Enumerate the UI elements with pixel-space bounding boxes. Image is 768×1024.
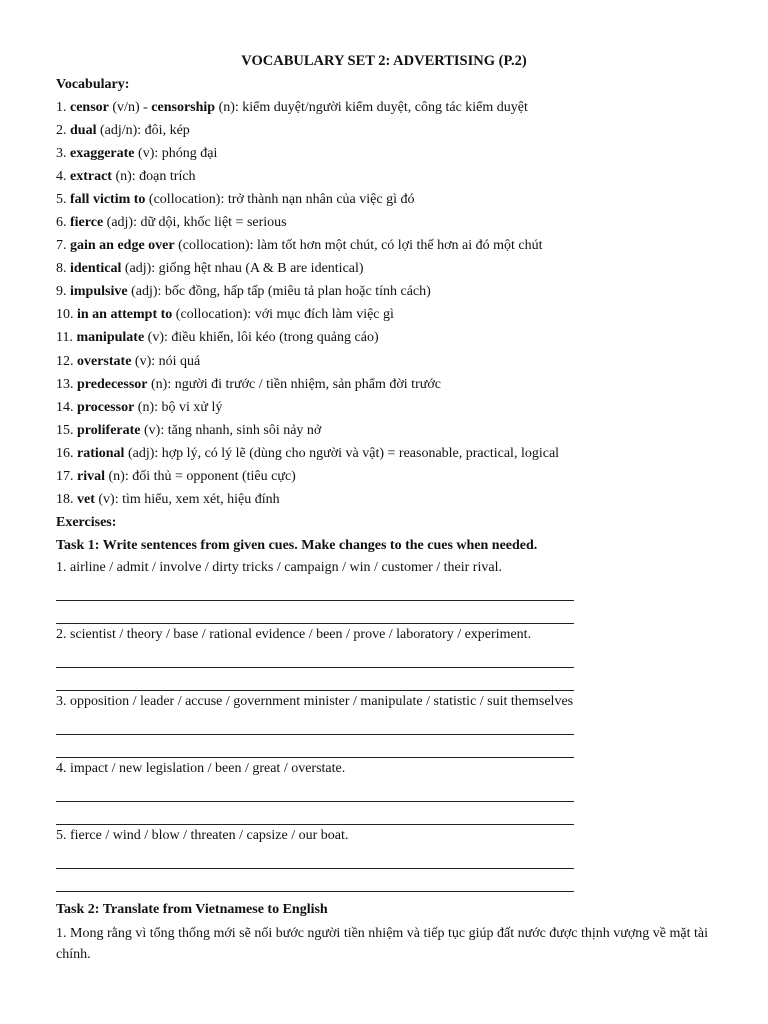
vocab-term: censor — [70, 100, 109, 115]
vocab-definition: (adj/n): đôi, kép — [96, 123, 190, 139]
vocab-definition: (adj): giống hệt nhau (A & B are identical) — [121, 261, 364, 277]
vocab-term: predecessor — [77, 376, 148, 392]
vocab-definition: (v): nói quá — [131, 353, 201, 369]
vocab-term: processor — [77, 399, 135, 415]
vocab-definition: (collocation): với mục đích làm việc gì — [172, 307, 394, 323]
vocab-number: 8. — [56, 261, 70, 277]
vocab-definition: (collocation): trở thành nạn nhân của việc gì đó — [145, 192, 415, 208]
vocab-item — [56, 350, 768, 373]
vocab-item — [56, 165, 768, 188]
vocab-number: 3. — [56, 146, 70, 162]
vocab-number: 1. — [56, 100, 70, 115]
answer-line — [56, 869, 574, 892]
task2-list — [56, 921, 768, 965]
answer-line — [56, 847, 574, 870]
vocab-term: manipulate — [76, 330, 145, 346]
vocab-item — [56, 303, 768, 326]
exercise-cue: 3. opposition / leader / accuse / government minister / manipulate / statistic / suit themselves — [56, 693, 574, 709]
vocab-definition: (n): đoạn trích — [111, 169, 196, 185]
answer-line — [56, 579, 574, 602]
exercise-cue: 2. scientist / theory / base / rational evidence / been / prove / laboratory / experiment. — [56, 626, 532, 642]
vocab-term: rival — [77, 468, 105, 484]
vocab-separator: (v/n) - — [108, 100, 152, 115]
vocab-definition: (n): bộ vi xử lý — [134, 399, 223, 415]
vocab-definition: (v): điều khiển, lôi kéo (trong quảng cáo) — [144, 330, 379, 346]
vocab-term: exaggerate — [70, 146, 135, 162]
exercise-cue: 5. fierce / wind / blow / threaten / capsize / our boat. — [56, 827, 349, 843]
answer-line — [56, 601, 574, 624]
exercise-item — [56, 691, 768, 758]
vocab-item — [56, 234, 768, 257]
vocab-item — [56, 326, 768, 349]
vocab-number: 6. — [56, 215, 70, 231]
exercise-item — [56, 624, 768, 691]
answer-line — [56, 646, 574, 669]
answer-line — [56, 713, 574, 736]
vocab-list — [56, 96, 768, 511]
vocab-number: 18. — [56, 491, 77, 507]
task1-list — [56, 557, 768, 892]
vocab-term: overstate — [77, 353, 132, 369]
vocab-item — [56, 280, 768, 303]
exercises-heading: Exercises: — [56, 514, 117, 530]
vocab-number: 11. — [56, 330, 77, 346]
vocab-term: vet — [77, 491, 95, 507]
vocab-item — [56, 96, 768, 119]
vocab-number: 12. — [56, 353, 77, 369]
vocab-number: 16. — [56, 445, 77, 461]
vocab-definition: (adj): hợp lý, có lý lẽ (dùng cho người và vật) = reasonable, practical, logical — [124, 445, 560, 461]
vocab-item — [56, 119, 768, 142]
exercise-item — [56, 825, 768, 892]
task1-heading: Task 1: Write sentences from given cues. Make changes to the cues when needed. — [56, 537, 538, 553]
vocab-number: 9. — [56, 284, 70, 300]
vocab-item — [56, 373, 768, 396]
exercise-item — [56, 758, 768, 825]
page-title: VOCABULARY SET 2: ADVERTISING (P.2) — [241, 53, 527, 69]
vocab-definition: (adj): dữ dội, khốc liệt = serious — [103, 215, 287, 231]
answer-line — [56, 802, 574, 825]
vocab-number: 4. — [56, 169, 70, 185]
vocab-number: 15. — [56, 422, 77, 438]
vocab-heading: Vocabulary: — [56, 77, 130, 92]
answer-line — [56, 780, 574, 803]
exercise-cue: 4. impact / new legislation / been / great / overstate. — [56, 760, 346, 776]
answer-line — [56, 735, 574, 758]
vocab-definition: (v): phóng đại — [134, 146, 218, 162]
vocab-item — [56, 396, 768, 419]
vocab-item — [56, 419, 768, 442]
vocab-number: 13. — [56, 376, 77, 392]
vocab-number: 17. — [56, 468, 77, 484]
vocab-term: identical — [70, 261, 122, 277]
vocab-term-2: censorship — [151, 100, 216, 115]
vocab-item — [56, 257, 768, 280]
vocab-item — [56, 442, 768, 465]
vocab-item — [56, 142, 768, 165]
vocab-item — [56, 211, 768, 234]
vocab-item — [56, 488, 768, 511]
vocab-item — [56, 188, 768, 211]
vocab-term: rational — [77, 445, 125, 461]
vocab-term: in an attempt to — [77, 307, 173, 323]
vocab-definition: (v): tăng nhanh, sinh sôi nảy nở — [140, 422, 322, 438]
task2-heading: Task 2: Translate from Vietnamese to English — [56, 901, 328, 917]
vocab-term: fall victim to — [70, 192, 146, 208]
vocab-number: 7. — [56, 238, 70, 254]
vocab-definition: (n): kiểm duyệt/người kiểm duyệt, công tác kiểm duyệt — [215, 100, 528, 115]
exercise-item — [56, 557, 768, 624]
vocab-number: 2. — [56, 123, 70, 139]
vocab-number: 14. — [56, 399, 77, 415]
translation-item: 1. Mong rằng vì tổng thống mới sẽ nối bước người tiền nhiệm và tiếp tục giúp đất nước được thịnh vượng về mặt tài chính. — [56, 925, 708, 962]
vocab-definition: (collocation): làm tốt hơn một chút, có lợi thế hơn ai đó một chút — [174, 238, 543, 254]
vocab-term: gain an edge over — [70, 238, 175, 254]
vocab-item — [56, 465, 768, 488]
vocab-number: 5. — [56, 192, 70, 208]
vocab-definition: (n): người đi trước / tiền nhiệm, sản phẩm đời trước — [147, 376, 441, 392]
vocab-term: proliferate — [77, 422, 141, 438]
vocab-definition: (v): tìm hiểu, xem xét, hiệu đính — [94, 491, 280, 507]
vocab-term: impulsive — [70, 284, 128, 300]
vocab-number: 10. — [56, 307, 77, 323]
vocab-term: extract — [70, 169, 112, 185]
vocab-term: fierce — [70, 215, 104, 231]
vocab-term: dual — [70, 123, 97, 139]
vocab-definition: (adj): bốc đồng, hấp tấp (miêu tả plan hoặc tính cách) — [127, 284, 431, 300]
exercise-cue: 1. airline / admit / involve / dirty tricks / campaign / win / customer / their rival. — [56, 559, 502, 575]
answer-line — [56, 668, 574, 691]
vocab-definition: (n): đối thủ = opponent (tiêu cực) — [105, 468, 296, 484]
